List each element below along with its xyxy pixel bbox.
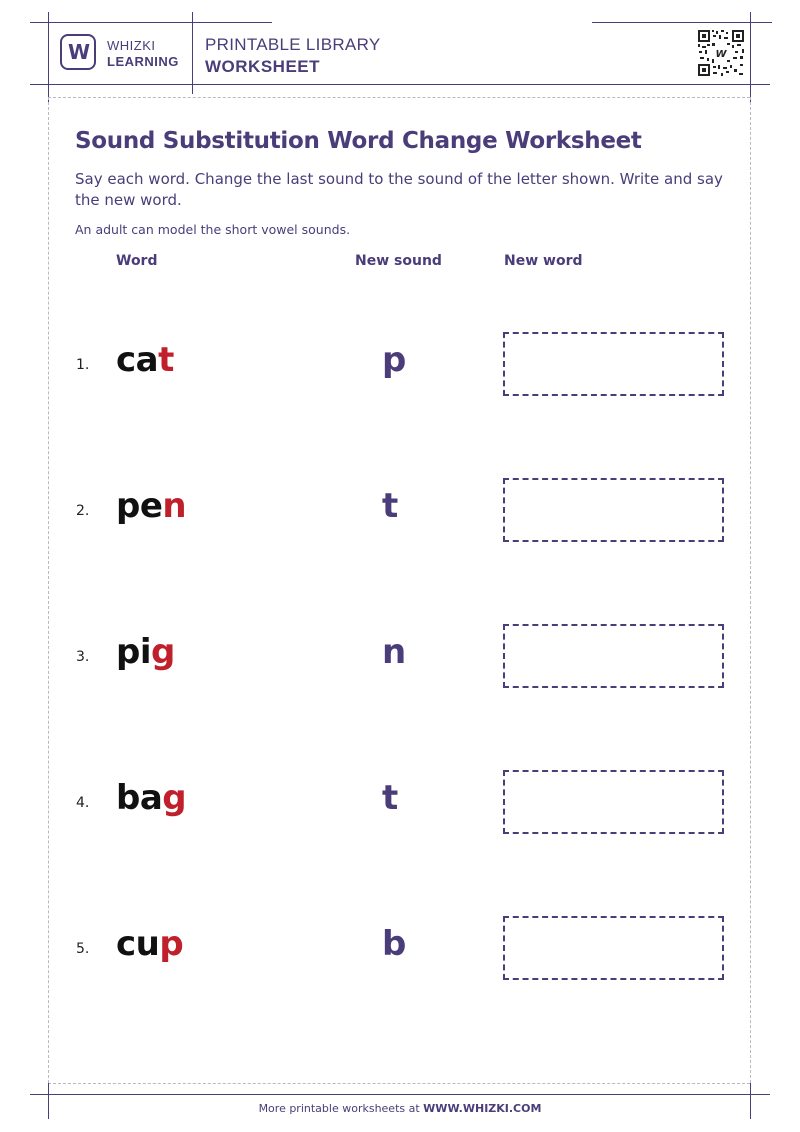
new-sound-letter: p — [382, 340, 407, 380]
word-stem: cu — [116, 924, 160, 964]
word-last-letter: p — [159, 924, 184, 964]
answer-box[interactable] — [503, 624, 724, 688]
word-last-letter: g — [162, 778, 187, 818]
new-sound-letter: t — [382, 778, 399, 818]
footer-link[interactable]: WWW.WHIZKI.COM — [423, 1102, 542, 1115]
word-pig — [116, 632, 175, 672]
new-sound-letter: n — [382, 632, 407, 672]
word-cat — [116, 340, 174, 380]
answer-box[interactable] — [503, 332, 724, 396]
svg-text:W: W — [715, 49, 727, 60]
row-number: 3. — [76, 649, 90, 665]
header-divider-left — [48, 12, 49, 102]
new-sound-letter: t — [382, 486, 399, 526]
worksheet-label: WORKSHEET — [205, 57, 320, 76]
row-number: 2. — [76, 503, 90, 519]
word-cup — [116, 924, 183, 964]
footer-text: More printable worksheets at WWW.WHIZKI.COM — [258, 1102, 542, 1115]
word-stem: ca — [116, 340, 159, 380]
word-last-letter: g — [151, 632, 175, 672]
new-sound-letter: b — [382, 924, 407, 964]
page-border-top — [48, 97, 750, 98]
footer-rule — [30, 1094, 770, 1095]
row-number: 4. — [76, 795, 90, 811]
answer-box[interactable] — [503, 770, 724, 834]
header-divider-middle — [192, 12, 193, 94]
brand-name: WHIZKI — [107, 38, 156, 53]
whizki-logo-icon: W — [60, 34, 96, 70]
column-header-new-word: New word — [504, 253, 583, 269]
page-border-right — [750, 97, 751, 1083]
column-header-word: Word — [116, 253, 158, 269]
word-stem: ba — [116, 778, 163, 818]
page-border-left — [48, 97, 49, 1083]
word-last-letter: t — [158, 340, 174, 380]
word-stem: pi — [116, 632, 151, 672]
word-stem: pe — [116, 486, 163, 526]
header-rule-top-right — [592, 22, 772, 23]
column-header-new-sound: New sound — [355, 253, 442, 269]
brand-subtitle: LEARNING — [107, 54, 179, 69]
word-pen — [116, 486, 186, 526]
header-rule-bottom — [30, 84, 770, 85]
adult-note: An adult can model the short vowel sounds. — [75, 222, 351, 237]
library-label: PRINTABLE LIBRARY — [205, 35, 381, 54]
word-bag — [116, 778, 186, 818]
page-border-bottom — [48, 1083, 750, 1084]
qr-code-icon — [697, 29, 745, 77]
answer-box[interactable] — [503, 478, 724, 542]
page-title: Sound Substitution Word Change Worksheet — [75, 128, 642, 154]
row-number: 5. — [76, 941, 90, 957]
answer-box[interactable] — [503, 916, 724, 980]
instructions-text: Say each word. Change the last sound to the sound of the letter shown. Write and say the new word. — [75, 170, 723, 209]
header-rule-top-left — [30, 22, 272, 23]
row-number: 1. — [76, 357, 90, 373]
header-divider-right — [750, 12, 751, 102]
word-last-letter: n — [162, 486, 187, 526]
